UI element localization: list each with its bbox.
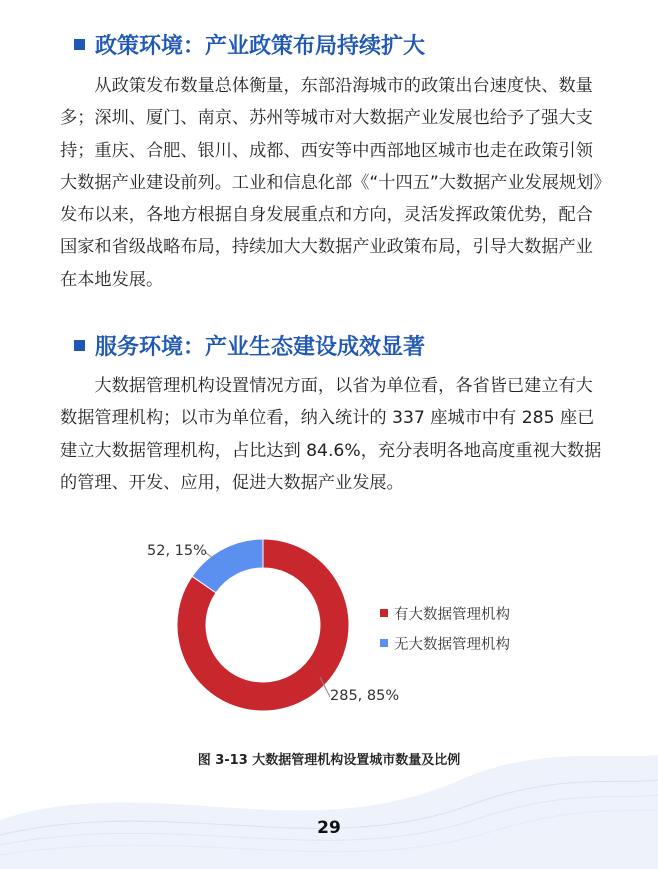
chart-legend [380,598,510,658]
paragraph-text: 大数据管理机构设置情况方面，以省为单位看，各省皆已建立有大数据管理机构；以市为单位看，纳入统计的 337 座城市中有 285 座已建立大数据管理机构，占比达到 84.6%，充分表明各地高度重视大数据的管理、开发、应用，促进大数据产业发展。 [60,376,602,493]
paragraph-policy [60,70,605,296]
legend-swatch-red [380,609,388,617]
data-label-no-agency: 52, 15% [147,543,207,559]
paragraph-service [60,370,605,499]
decorative-waves [0,700,658,869]
page-number: 29 [317,818,341,838]
section-title-policy [74,29,425,60]
donut-chart-svg [0,535,658,725]
section-title-text: 服务环境：产业生态建设成效显著 [95,335,426,360]
legend-item-has-agency [380,598,510,628]
section-title-text: 政策环境：产业政策布局持续扩大 [95,34,426,59]
legend-item-no-agency [380,628,510,658]
bullet-square-icon [74,39,85,50]
legend-swatch-blue [380,639,388,647]
data-label-has-agency: 285, 85% [330,688,400,704]
paragraph-text: 从政策发布数量总体衡量，东部沿海城市的政策出台速度快、数量多；深圳、厦门、南京、苏州等城市对大数据产业发展也给予了强大支持；重庆、合肥、银川、成都、西安等中西部地区城市也走在政策引领大数据产业建设前列。工业和信息化部《“十四五”大数据产业发展规划》发布以来，各地方根据自身发展重点和方向，灵活发挥政策优势，配合国家和省级战略布局，持续加大大数据产业政策布局，引导大数据产业在本地发展。 [60,76,603,290]
donut-chart [0,535,658,725]
figure-caption: 图 3-13 大数据管理机构设置城市数量及比例 [197,753,461,768]
legend-label: 无大数据管理机构 [394,636,510,653]
bullet-square-icon [74,340,85,351]
section-title-service [74,330,425,361]
legend-label: 有大数据管理机构 [394,606,510,623]
